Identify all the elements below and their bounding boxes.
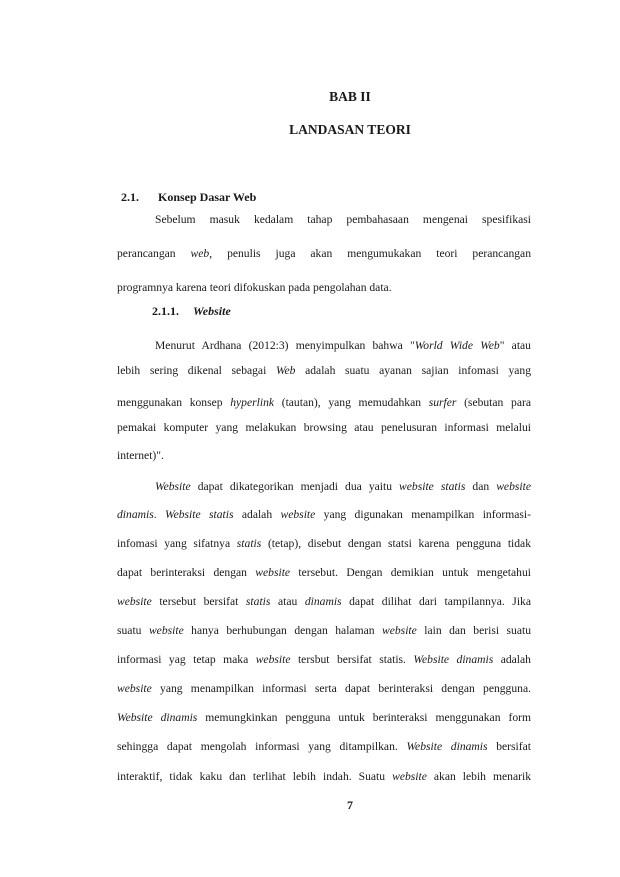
text-segment: interaktif, tidak kaku dan terlihat lebih indah. Suatu	[117, 770, 393, 783]
text-segment: adalah suatu ayanan sajian infomasi yang	[295, 364, 531, 377]
text-segment: (tetap), disebut dengan statsi karena pengguna tidak	[261, 537, 531, 550]
text-segment: Sebelum masuk kedalam tahap pembahasaan mengenai spesifikasi	[155, 213, 531, 226]
italic-text: Website statis	[165, 508, 234, 521]
section-number: 2.1.	[121, 190, 139, 204]
text-segment: memungkinkan pengguna untuk berinteraksi menggunakan form	[197, 711, 531, 724]
text-line	[155, 480, 531, 494]
text-line	[117, 595, 531, 609]
chapter-title: LANDASAN TEORI	[289, 122, 411, 137]
text-segment: dan	[465, 480, 497, 493]
text-segment: infomasi yang sifatnya	[117, 537, 237, 550]
italic-text: website	[392, 770, 427, 783]
text-segment: dapat dikategorikan menjadi dua yaitu	[190, 480, 400, 493]
text-segment: bersifat	[487, 740, 531, 753]
text-segment: programnya karena teori difokuskan pada pengolahan data.	[117, 281, 392, 294]
subsection-title: Website	[193, 304, 231, 318]
text-segment: informasi yag tetap maka	[117, 653, 256, 666]
italic-text: Website	[155, 480, 191, 493]
text-line	[117, 770, 531, 784]
italic-text: website	[382, 624, 417, 637]
text-segment: tersebut bersifat	[151, 595, 246, 608]
text-segment: " atau	[499, 339, 531, 352]
italic-text: Website dinamis	[413, 653, 494, 666]
text-segment: perancangan	[117, 247, 191, 260]
text-line	[117, 247, 531, 261]
subsection-number: 2.1.1.	[152, 304, 179, 318]
text-segment: (sebutan para	[456, 396, 531, 409]
italic-text: website	[496, 480, 531, 493]
text-segment: akan lebih menarik	[426, 770, 531, 783]
italic-text: World Wide Web	[414, 339, 500, 352]
italic-text: dinamis	[117, 508, 154, 521]
text-line	[117, 281, 531, 295]
italic-text: website	[117, 595, 152, 608]
text-line	[117, 740, 531, 754]
text-line	[117, 624, 531, 638]
text-segment: sehingga dapat mengolah informasi yang ditampilkan.	[117, 740, 407, 753]
text-segment: dapat berinteraksi dengan	[117, 566, 256, 579]
text-segment: tersbut bersifat statis.	[290, 653, 414, 666]
text-segment: tersebut. Dengan demikian untuk mengetahui	[290, 566, 531, 579]
text-line	[117, 364, 531, 378]
italic-text: Website dinamis	[406, 740, 488, 753]
text-segment: adalah	[233, 508, 281, 521]
text-segment: dapat dilihat dari tampilannya. Jika	[341, 595, 531, 608]
page-number: 7	[347, 798, 353, 812]
italic-text: website	[280, 508, 316, 521]
text-segment: menggunakan konsep	[117, 396, 231, 409]
italic-text: hyperlink	[230, 396, 275, 409]
italic-text: website	[255, 653, 291, 666]
text-line	[117, 566, 531, 580]
text-segment: , penulis juga akan mengumukakan teori perancangan	[209, 247, 531, 260]
text-line	[117, 682, 531, 696]
text-line	[117, 537, 531, 551]
text-line	[117, 711, 531, 725]
italic-text: statis	[236, 537, 262, 550]
text-line	[117, 421, 531, 435]
italic-text: Website dinamis	[117, 711, 198, 724]
section-title: Konsep Dasar Web	[158, 190, 257, 204]
text-segment: atau	[270, 595, 305, 608]
text-line	[155, 339, 531, 353]
text-segment: Menurut Ardhana (2012:3) menyimpulkan bahwa "	[155, 339, 415, 352]
italic-text: Web	[275, 364, 296, 377]
text-line	[117, 653, 531, 667]
text-line	[117, 396, 531, 410]
text-segment: .	[153, 508, 165, 521]
text-segment: yang menampilkan informasi serta dapat berinteraksi dengan pengguna.	[151, 682, 531, 695]
chapter-number: BAB II	[329, 89, 371, 104]
section-heading	[121, 190, 256, 205]
text-segment: yang digunakan menampilkan informasi-	[315, 508, 531, 521]
text-segment: suatu	[117, 624, 149, 637]
text-segment: lebih sering dikenal sebagai	[117, 364, 276, 377]
text-segment: lain dan berisi suatu	[416, 624, 531, 637]
subsection-heading	[152, 304, 231, 319]
text-segment: hanya berhubungan dengan halaman	[183, 624, 382, 637]
text-line	[117, 449, 531, 463]
text-segment: internet)".	[117, 449, 164, 462]
text-segment: adalah	[493, 653, 531, 666]
italic-text: dinamis	[304, 595, 342, 608]
text-line	[117, 508, 531, 522]
text-segment: (tautan), yang memudahkan	[274, 396, 429, 409]
italic-text: surfer	[428, 396, 457, 409]
italic-text: web	[190, 247, 210, 260]
italic-text: website	[255, 566, 291, 579]
italic-text: website statis	[399, 480, 466, 493]
text-line	[155, 213, 531, 227]
italic-text: website	[117, 682, 152, 695]
italic-text: statis	[245, 595, 271, 608]
italic-text: website	[148, 624, 184, 637]
text-segment: pemakai komputer yang melakukan browsing atau penelusuran informasi melalui	[117, 421, 531, 434]
